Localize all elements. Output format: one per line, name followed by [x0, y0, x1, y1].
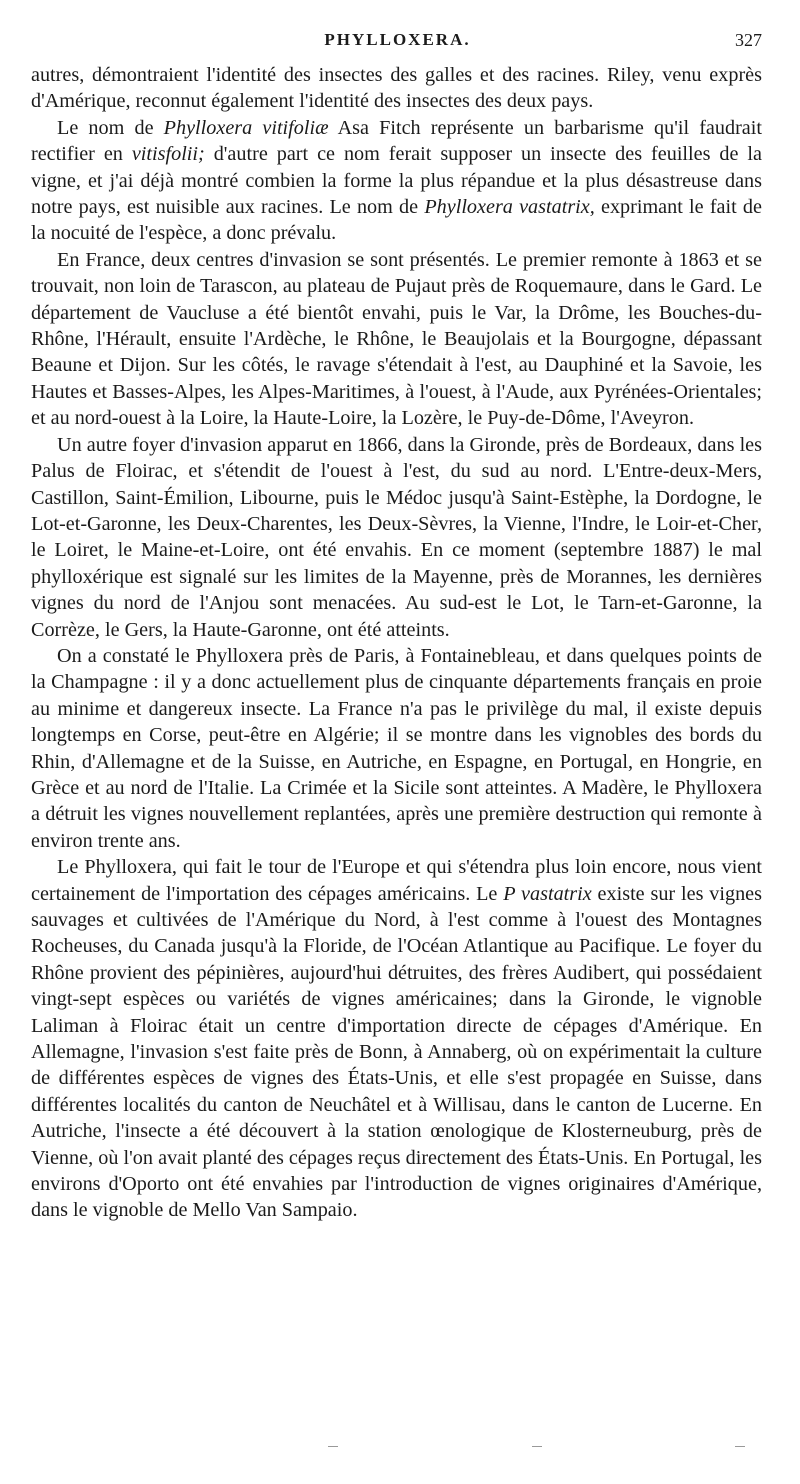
text-run: existe sur les vignes sauvages et cultivées de l'Amérique du Nord, à l'est comme à l'ouest des Montagnes Rocheuses, du Canada jusqu'à la Floride, de l'Océan Atlantique au Pacifique. Le foyer du Rhône provient des pépinières, aujourd'hui détruites, des frères Audibert, qui possédaient vingt-sept espèces ou variétés de vignes américaines; dans la Gironde, le vignoble Laliman à Floirac était un centre d'importation directe de cépages d'Amérique. En Allemagne, l'invasion s'est faite près de Bonn, à Annaberg, où on expérimentait la culture de différentes espèces de vignes des États-Unis, et elle s'est propagée en Suisse, dans différentes localités du canton de Neuchâtel et à Willisau, dans le canton de Lucerne. En Autriche, l'insecte a été découvert à la station œnologique de Klosterneuburg, près de Vienne, où l'on avait planté des cépages reçus directement des États-Unis. En Portugal, les environs d'Oporto ont été envahies par l'introduction de vignes originaires d'Amérique, dans le vignoble de Mello Van Sampaio.	[31, 882, 762, 1222]
running-title: PHYLLOXERA.	[324, 30, 471, 49]
text-run: d'autre part ce nom ferait supposer un insecte des feuilles de la vigne, et j'ai déjà montré combien la forme la plus répandue et la plus désastreuse dans notre pays, est nuisible aux racines. Le nom de	[31, 143, 762, 219]
italic-term: Phylloxera vastatrix,	[424, 196, 595, 219]
paragraph	[31, 432, 762, 643]
paragraph	[31, 247, 762, 432]
body-text	[31, 62, 762, 1224]
text-run: Le nom de	[57, 116, 164, 139]
paragraph	[31, 62, 762, 115]
paragraph	[31, 643, 762, 854]
text-run: En France, deux centres d'invasion se sont présentés. Le premier remonte à 1863 et se trouvait, non loin de Tarascon, au plateau de Pujaut près de Roquemaure, dans le Gard. Le département de Vaucluse a été bientôt envahi, puis le Var, la Drôme, les Bouches-du-Rhône, l'Hérault, ensuite l'Ardèche, le Rhône, le Beaujolais et la Bourgogne, dépassant Beaune et Dijon. Sur les côtés, le ravage s'étendait à l'est, au Dauphiné et la Savoie, les Hautes et Basses-Alpes, les Alpes-Maritimes, à l'ouest, à l'Aude, aux Pyrénées-Orientales; et au nord-ouest à la Loire, la Haute-Loire, la Lozère, le Puy-de-Dôme, l'Aveyron.	[31, 248, 762, 430]
text-run: On a constaté le Phylloxera près de Paris, à Fontainebleau, et dans quelques points de la Champagne : il y a donc actuellement plus de cinquante départements français en proie au minime et dangereux insecte. La France n'a pas le privilège du mal, il existe depuis longtemps en Corse, peut-être en Algérie; il se montre dans les vignobles des bords du Rhin, d'Allemagne et de la Suisse, en Autriche, en Espagne, en Portugal, en Hongrie, en Grèce et au nord de l'Italie. La Crimée et la Sicile sont atteintes. A Madère, le Phylloxera a détruit les vignes nouvellement replantées, après une première destruction qui remonte à environ trente ans.	[31, 644, 762, 852]
page-bottom-marks	[0, 1446, 800, 1458]
text-run: exprimant le fait de la nocuité de l'espèce, a donc prévalu.	[31, 196, 762, 245]
text-run: autres, démontraient l'identité des insectes des galles et des racines. Riley, venu exprès d'Amérique, reconnut également l'identité des insectes des deux pays.	[31, 64, 762, 113]
italic-term: P vastatrix	[503, 882, 592, 905]
italic-term: vitisfolii;	[131, 143, 205, 166]
paragraph	[31, 115, 762, 247]
text-run: Asa Fitch représente un barbarisme qu'il faudrait rectifier en	[31, 116, 762, 166]
text-run: Le Phylloxera, qui fait le tour de l'Europe et qui s'étendra plus loin encore, nous vient certainement de l'importation des cépages américains. Le	[31, 856, 762, 905]
page-number: 327	[735, 30, 762, 50]
text-run: Un autre foyer d'invasion apparut en 1866, dans la Gironde, près de Bordeaux, dans les Palus de Floirac, et s'étendit de l'ouest à l'est, du sud au nord. L'Entre-deux-Mers, Castillon, Saint-Émilion, Libourne, puis le Médoc jusqu'à Saint-Estèphe, la Dordogne, le Lot-et-Garonne, les Deux-Charentes, les Deux-Sèvres, la Vienne, l'Indre, le Loir-et-Cher, le Loiret, le Maine-et-Loire, ont été envahis. En ce moment (septembre 1887) le mal phylloxérique est signalé sur les limites de la Mayenne, près de Morannes, les dernières vignes du nord de l'Anjou sont menacées. Au sud-est le Lot, le Tarn-et-Garonne, la Corrèze, le Gers, la Haute-Garonne, ont été atteints.	[31, 433, 762, 641]
italic-term: Phylloxera vitifoliæ	[163, 116, 329, 139]
paragraph	[31, 854, 762, 1224]
running-header	[33, 30, 762, 58]
